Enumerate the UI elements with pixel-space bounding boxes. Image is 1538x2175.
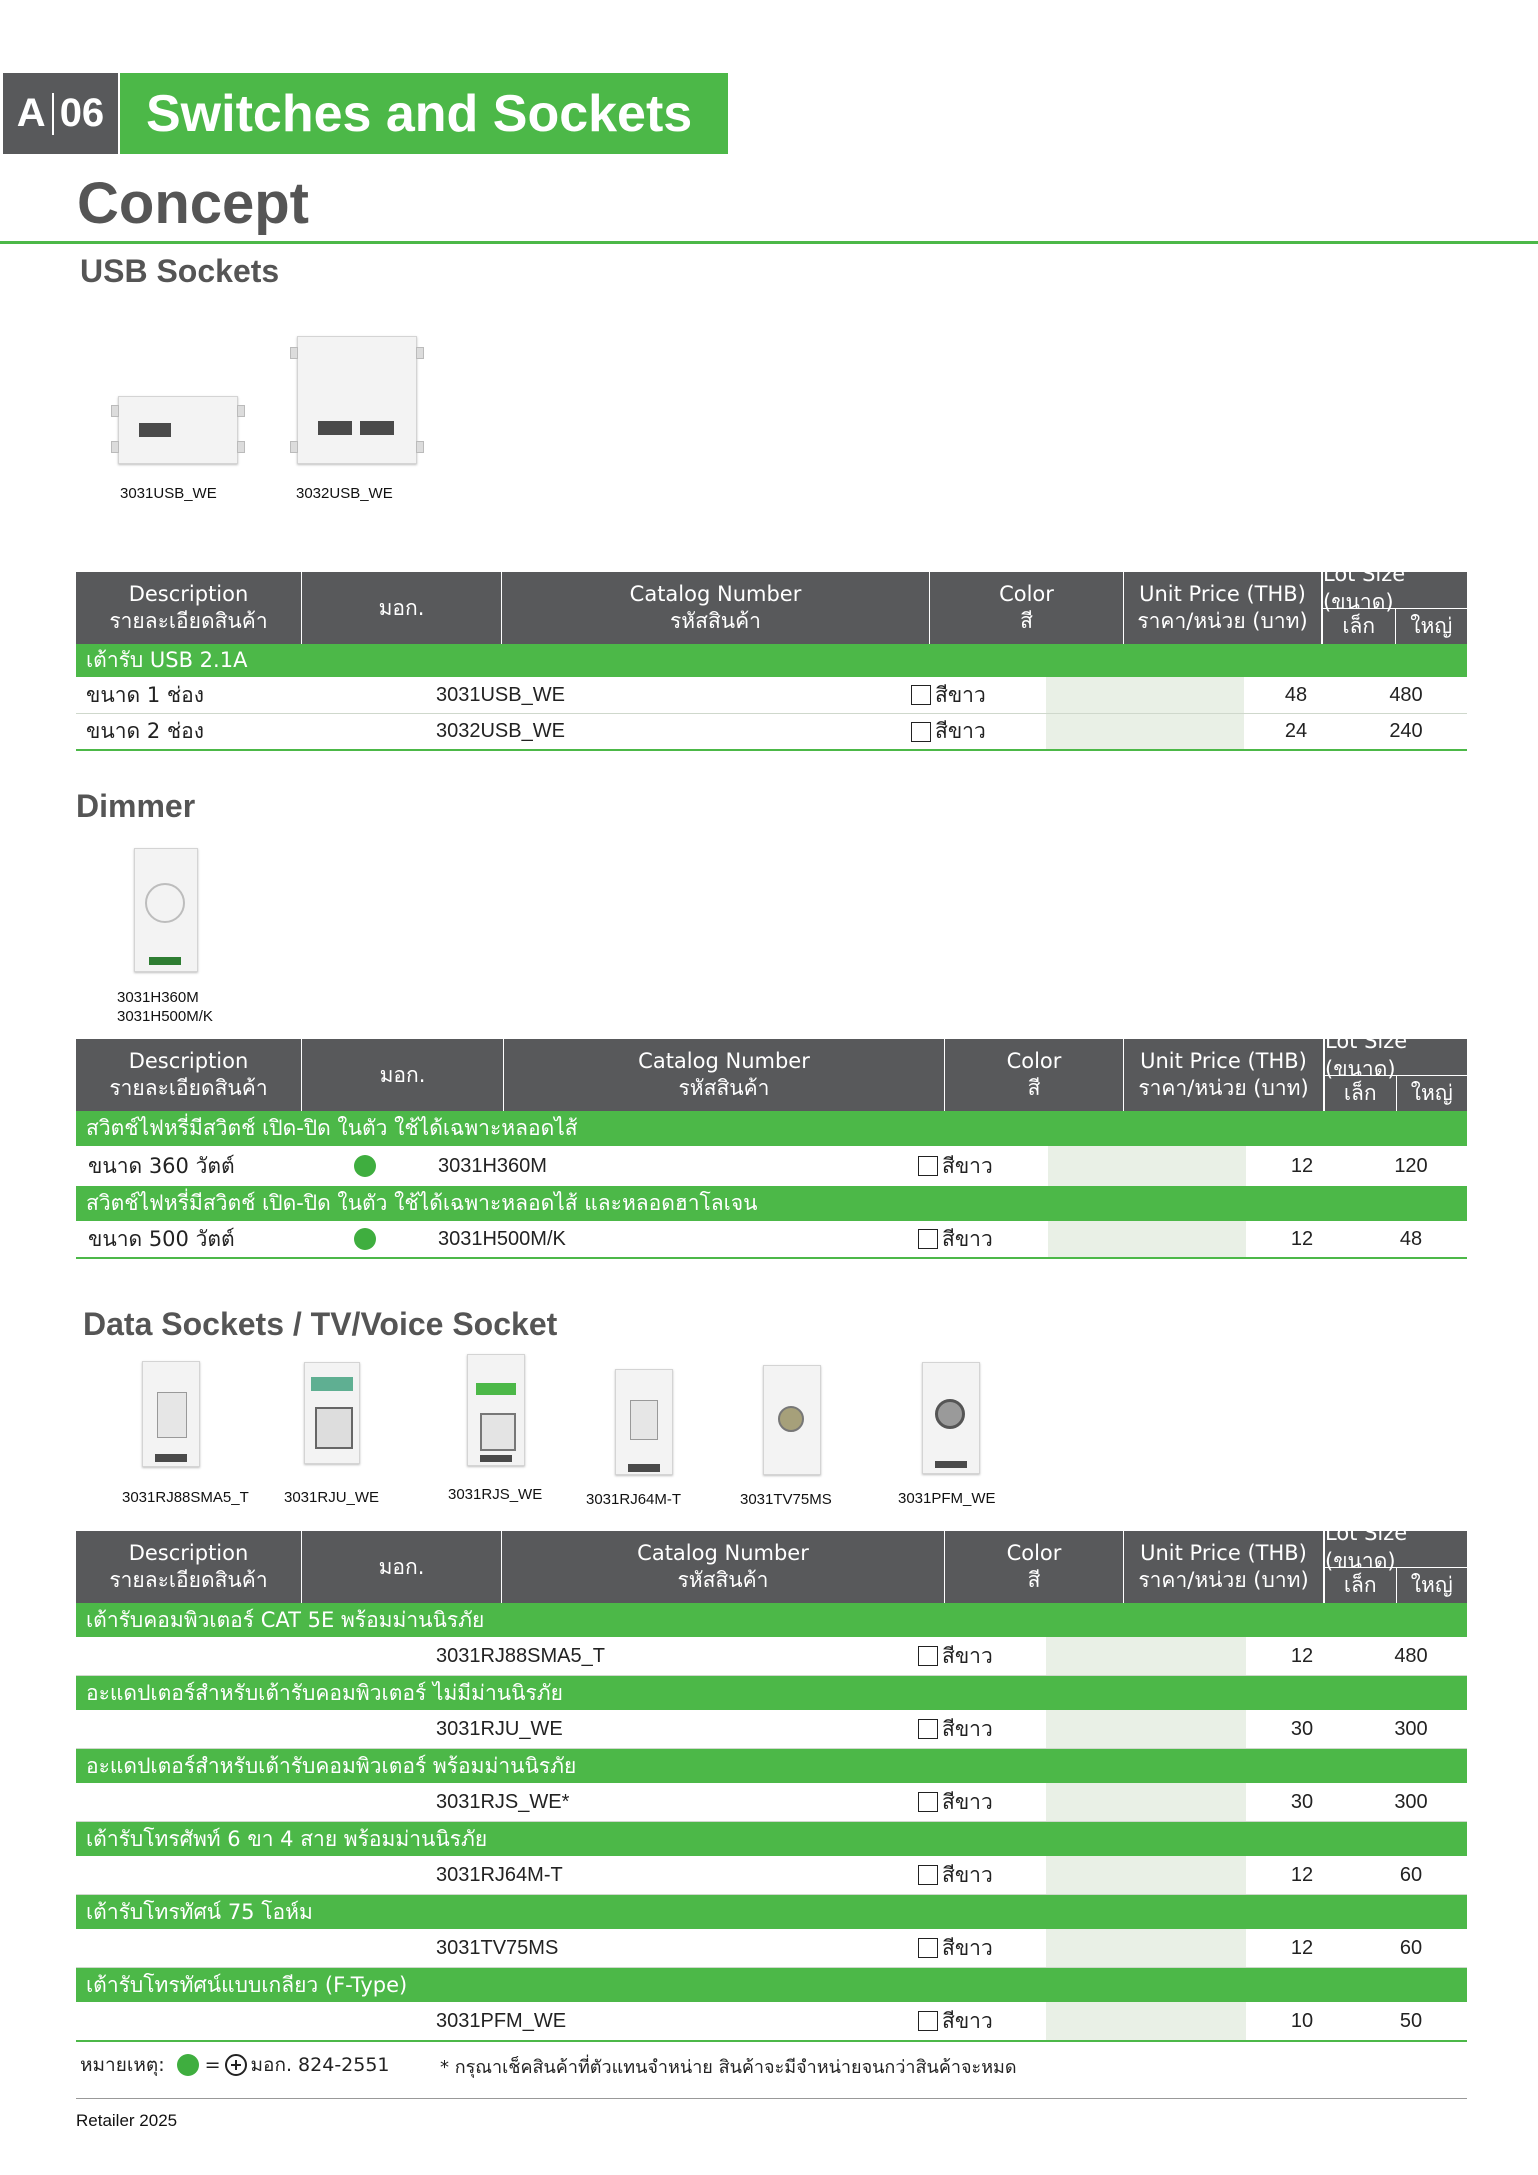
price-cell xyxy=(1048,1221,1246,1257)
group-row: สวิตช์ไฟหรี่มีสวิตช์ เปิด-ปิด ในตัว ใช้ได้เฉพาะหลอดไส้ xyxy=(76,1111,1467,1146)
group-row: เต้ารับ USB 2.1A xyxy=(76,644,1467,677)
telephone-socket-image xyxy=(615,1369,673,1475)
usb-1-port-image xyxy=(118,396,238,464)
section-code-divider xyxy=(52,93,54,135)
price-cell xyxy=(1046,1637,1246,1675)
thumbnail-caption: 3031RJ88SMA5_T xyxy=(122,1489,249,1506)
thumbnail-caption: 3032USB_WE xyxy=(296,485,393,502)
table-header: Description รายละเอียดสินค้า มอก. Catalog Number รหัสสินค้า Color สี Unit Price (THB) ราคา/หน่วย (บาท) Lot Size (ขนาด) เล็ก ใหญ่ xyxy=(76,572,1467,644)
thumbnail-caption: 3031USB_WE xyxy=(120,485,217,502)
dimmer-image xyxy=(134,848,198,972)
group-row: สวิตช์ไฟหรี่มีสวิตช์ เปิด-ปิด ในตัว ใช้ได้เฉพาะหลอดไส้ และหลอดฮาโลเจน xyxy=(76,1186,1467,1221)
safety-mark-icon xyxy=(225,2054,247,2076)
group-row: เต้ารับโทรศัพท์ 6 ขา 4 สาย พร้อมม่านนิรภัย xyxy=(76,1822,1467,1856)
checkbox-icon xyxy=(911,722,931,742)
adapter-shutter-image xyxy=(467,1354,525,1466)
table-row: 3031RJ88SMA5_T สีขาว 12 480 xyxy=(76,1637,1467,1676)
thumbnail-caption: 3031RJS_WE xyxy=(448,1486,543,1503)
group-row: เต้ารับโทรทัศน์แบบเกลียว (F-Type) xyxy=(76,1968,1467,2002)
price-cell xyxy=(1046,1783,1246,1821)
footnote-equals: = xyxy=(204,2054,221,2076)
checkbox-icon xyxy=(918,1646,938,1666)
section-code-prefix: A xyxy=(16,91,46,135)
price-cell xyxy=(1046,1856,1246,1894)
group-row: อะแดปเตอร์สำหรับเต้ารับคอมพิวเตอร์ ไม่มีม่านนิรภัย xyxy=(76,1676,1467,1710)
price-cell xyxy=(1046,714,1244,749)
table-row: ขนาด 2 ช่อง 3032USB_WE สีขาว 24 240 xyxy=(76,714,1467,751)
concept-heading: Concept xyxy=(77,171,309,236)
tv-socket-image xyxy=(763,1365,821,1475)
price-cell xyxy=(1046,1929,1246,1967)
table-row: ขนาด 1 ช่อง 3031USB_WE สีขาว 48 480 xyxy=(76,677,1467,714)
footer-text: Retailer 2025 xyxy=(76,2111,178,2130)
thumbnail-caption: 3031RJU_WE xyxy=(284,1489,380,1506)
checkbox-icon xyxy=(918,1229,938,1249)
checkbox-icon xyxy=(918,1156,938,1176)
page-title: Switches and Sockets xyxy=(146,84,693,143)
table-header: Description รายละเอียดสินค้า มอก. Catalog Number รหัสสินค้า Color สี Unit Price (THB) ราคา/หน่วย (บาท) Lot Size (ขนาด) เล็ก ใหญ่ xyxy=(76,1531,1467,1603)
availability-note: * กรุณาเช็คสินค้าที่ตัวแทนจำหน่าย สินค้าจะมีจำหน่ายจนกว่าสินค้าจะหมด xyxy=(440,2057,1017,2078)
data-sockets-section-title: Data Sockets / TV/Voice Socket xyxy=(83,1306,558,1342)
dimmer-table xyxy=(76,1028,1467,1259)
standard-dot-icon xyxy=(354,1228,376,1250)
footnote-label: หมายเหตุ: xyxy=(80,2054,165,2076)
dimmer-section-title: Dimmer xyxy=(76,788,196,824)
thumbnail-caption: 3031H360M xyxy=(117,989,199,1006)
price-cell xyxy=(1046,677,1244,713)
f-type-socket-image xyxy=(922,1362,980,1474)
cat5e-socket-image xyxy=(142,1361,200,1467)
table-row: 3031PFM_WE สีขาว 10 50 xyxy=(76,2002,1467,2042)
thumbnail-caption: 3031PFM_WE xyxy=(898,1490,996,1507)
group-row: เต้ารับโทรทัศน์ 75 โอห์ม xyxy=(76,1895,1467,1929)
thumbnail-caption: 3031RJ64M-T xyxy=(586,1491,682,1508)
standard-dot-icon xyxy=(354,1155,376,1177)
checkbox-icon xyxy=(918,1865,938,1885)
table-header: Description รายละเอียดสินค้า มอก. Catalog Number รหัสสินค้า Color สี Unit Price (THB) ราคา/หน่วย (บาท) Lot Size (ขนาด) เล็ก ใหญ่ xyxy=(76,1039,1467,1111)
table-row: ขนาด 500 วัตต์ 3031H500M/K สีขาว 12 48 xyxy=(76,1221,1467,1259)
legend-footnote xyxy=(80,2050,390,2080)
usb-2-port-image xyxy=(297,336,417,464)
group-row: เต้ารับคอมพิวเตอร์ CAT 5E พร้อมม่านนิรภัย xyxy=(76,1603,1467,1637)
usb-section-title: USB Sockets xyxy=(80,253,280,289)
usb-table xyxy=(76,561,1467,751)
standard-dot-icon xyxy=(177,2054,199,2076)
table-row: 3031RJS_WE* สีขาว 30 300 xyxy=(76,1783,1467,1822)
adapter-image xyxy=(304,1362,360,1464)
concept-divider xyxy=(0,241,1538,244)
checkbox-icon xyxy=(918,2011,938,2031)
table-row: 3031RJ64M-T สีขาว 12 60 xyxy=(76,1856,1467,1895)
section-code-number: 06 xyxy=(59,91,105,135)
thumbnail-caption: 3031TV75MS xyxy=(740,1491,832,1508)
price-cell xyxy=(1046,1710,1246,1748)
table-row: 3031RJU_WE สีขาว 30 300 xyxy=(76,1710,1467,1749)
section-code xyxy=(3,73,118,154)
checkbox-icon xyxy=(918,1792,938,1812)
checkbox-icon xyxy=(918,1719,938,1739)
data-sockets-table xyxy=(76,1520,1467,2042)
group-row: อะแดปเตอร์สำหรับเต้ารับคอมพิวเตอร์ พร้อมม่านนิรภัย xyxy=(76,1749,1467,1783)
table-row: 3031TV75MS สีขาว 12 60 xyxy=(76,1929,1467,1968)
thumbnail-caption: 3031H500M/K xyxy=(117,1008,213,1025)
checkbox-icon xyxy=(911,685,931,705)
footer-divider xyxy=(76,2098,1467,2099)
page-title-bar xyxy=(120,73,728,154)
checkbox-icon xyxy=(918,1938,938,1958)
price-cell xyxy=(1048,1146,1246,1186)
table-row: ขนาด 360 วัตต์ 3031H360M สีขาว 12 120 xyxy=(76,1146,1467,1186)
price-cell xyxy=(1046,2002,1246,2040)
footnote-standard: มอก. 824-2551 xyxy=(250,2054,390,2076)
